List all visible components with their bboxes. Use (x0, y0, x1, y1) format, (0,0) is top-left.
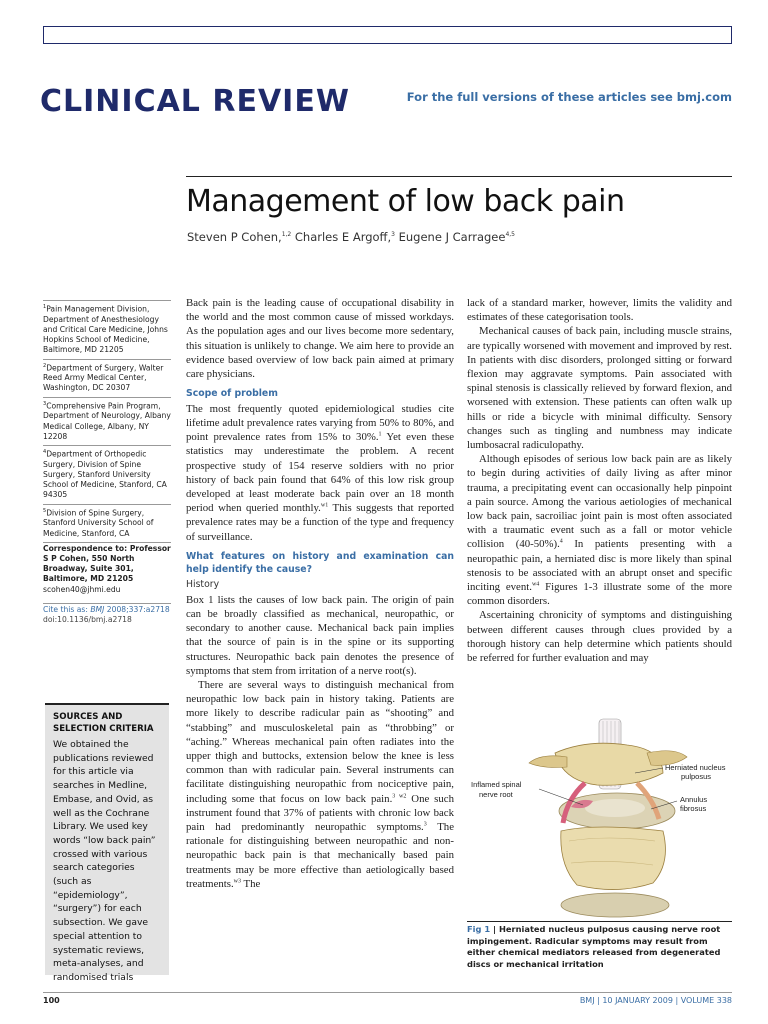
affiliation: $^5$Division of Spine Surgery, Stanford University School of Medicine, Stanford, CA (43, 504, 171, 539)
reference-mark[interactable]: 3 (423, 821, 427, 828)
author-affiliation-ref: 4,5 (505, 231, 515, 239)
correspondence-address: S P Cohen, 550 North Broadway, Suite 301, Baltimore, MD 21205 (43, 553, 135, 584)
title-rule (186, 176, 732, 177)
author-name: Eugene J Carragee (398, 230, 506, 244)
figure-caption-text: Herniated nucleus pulposus causing nerve root impingement. Radicular symptoms may result from either chemical mediators released from degenerated discs or mechanical irritation (467, 924, 721, 970)
label-herniated-2: pulposus (681, 772, 712, 781)
correspondence-email[interactable]: scohen40@jhmi.edu (43, 584, 121, 594)
author-affiliation-ref: 1,2 (281, 231, 292, 239)
label-inflamed-2: nerve root (479, 790, 513, 799)
section-label: CLINICAL REVIEW (40, 84, 350, 119)
page-number: 100 (43, 996, 60, 1005)
author-affiliation-ref: 3 (391, 231, 395, 239)
header-frame (43, 26, 732, 44)
doi-link[interactable]: doi:10.1136/bmj.a2718 (43, 614, 132, 624)
figure-label: Fig 1 (467, 924, 491, 934)
subsection-heading: History (186, 578, 220, 590)
vertebra-lower (561, 827, 666, 890)
body-column-1 (186, 296, 454, 891)
figure-caption: Fig 1 | Herniated nucleus pulposus causing nerve root impingement. Radicular symptoms may result from either chemical mediators released from degenerated discs or mechanical irritation (467, 921, 732, 971)
body-paragraph: The most frequently quoted epidemiological studies cite lifetime adult prevalence rates varying from 50% to 80%, and point prevalence rates from 15% to 30%.$^1$ Yet even these statistics may underestimate the problem. A recent prospective study of 154 reserve soldiers with no prior history of back pain found that 64% of this low risk group developed at least moderate back pain over an 18 month period when queried monthly.$^{w1}$ This suggests that reported prevalence rates may be a function of the type and frequency of surveillance. (186, 402, 454, 543)
author-name: Steven P Cohen, (187, 230, 282, 244)
body-paragraph: There are several ways to distinguish mechanical from neuropathic low back pain in history taking. Patients are more likely to describe radicular pain as “shooting” and “stabbing” and musculoskeletal pain as “throbbing” or “aching.” Whereas mechanical pain often radiates into the upper thigh and buttocks, extension below the knee is less common than with radicular pain. Several instruments can facilitate distinguishing neuropathic from nociceptive pain, including some that focus on low back pain.$^{3 w2}$ One such instrument found that 37% of patients with chronic low back pain had predominantly neuropathic symptoms.$^3$ The rationale for distinguishing between neuropathic and non-neuropathic back pain is that mechanically based pain treatments may be more effective than aetiologically based treatments.$^{w3}$ The (186, 678, 454, 890)
article-title: Management of low back pain (186, 184, 625, 219)
reference-mark[interactable]: w4 (531, 581, 540, 588)
sources-box (45, 703, 169, 983)
author-list (187, 230, 515, 244)
footer-rule (43, 992, 732, 993)
reference-mark[interactable]: 1 (378, 431, 382, 438)
affiliations-sidebar (43, 300, 171, 625)
correspondence (43, 542, 171, 595)
body-paragraph: Although episodes of serious low back pain are as likely to begin during activities of daily living as after minor trauma, a precipitating event can occasionally help pinpoint a pain source. Among the various aetiologies of mechanical low back pain, sacroiliac joint pain is most often associated with a traumatic event such as a fall or motor vehicle collision (40-50%).$^4$ In patients presenting with a neuropathic pain, a herniated disc is more likely than spinal stenosis to be associated with an abrupt onset and specific inciting event.$^{w4}$ Figures 1-3 illustrate some of the more common disorders. (467, 453, 732, 608)
citation: Cite this as: BMJ 2008;337:a2718 doi:10.1136/bmj.a2718 (43, 604, 170, 624)
spine-illustration (467, 713, 732, 920)
reference-mark[interactable]: w3 (233, 878, 242, 885)
body-paragraph: lack of a standard marker, however, limits the validity and estimates of these categorisation tools. (467, 297, 732, 324)
label-inflamed: Inflamed spinal (471, 780, 522, 789)
label-annulus: Annulus (680, 795, 708, 804)
vertebra-bottom (561, 893, 669, 917)
reference-mark[interactable]: w1 (320, 502, 329, 509)
intro-paragraph: Back pain is the leading cause of occupational disability in the world and the most common cause of missed workdays. As the population ages and our lives become more sedentary, this situation is unlikely to change. We aim here to provide an evidence based overview of low back pain aimed at primary care physicians. (186, 297, 454, 381)
affiliation: $^4$Department of Orthopedic Surgery, Division of Spine Surgery, Stanford University School of Medicine, Stanford, CA 94305 (43, 445, 171, 501)
reference-mark[interactable]: 3 w2 (392, 793, 407, 799)
figure-1 (467, 713, 732, 920)
label-annulus-2: fibrosus (680, 804, 707, 813)
reference-mark[interactable]: 4 (559, 538, 563, 545)
affiliation: $^2$Department of Surgery, Walter Reed Army Medical Center, Washington, DC 20307 (43, 359, 171, 394)
author-name: Charles E Argoff, (294, 230, 392, 244)
body-paragraph: Ascertaining chronicity of symptoms and distinguishing between different causes through clues provided by a thorough history can help determine which patients should be referred for further evaluation and may (467, 609, 732, 665)
affiliation: $^1$Pain Management Division, Department of Anesthesiology and Critical Care Medicine, Johns Hopkins School of Medicine, Baltimore, MD 21205 (43, 300, 171, 356)
body-column-2 (467, 296, 732, 665)
section-heading: What features on history and examination can help identify the cause? (186, 550, 454, 576)
correspondence-label: Correspondence to: Professor (43, 543, 171, 553)
body-paragraph: Mechanical causes of back pain, including muscle strains, are typically worsened with movement and improved by rest. In patients with disc disorders, prolonged sitting or forward flexion may aggravate symptoms. Pain associated with spinal stenosis is classically relieved by forward flexion, and worsened with extension. These patients can often walk up hills or ride a bicycle with minimal difficulty. Sensory changes such as tingling and numbness may indicate lumbosacral radiculopathy. (467, 325, 732, 452)
section-heading: Scope of problem (186, 388, 278, 400)
full-versions-link[interactable]: For the full versions of these articles see bmj.com (406, 90, 732, 104)
sources-heading: SOURCES AND SELECTION CRITERIA (53, 712, 154, 734)
body-paragraph: Box 1 lists the causes of low back pain. The origin of pain can be broadly classified as mechanical, neuropathic, or secondary to another cause. Mechanical back pain implies that the source of pain is in the spine or its supporting structures. Neuropathic back pain denotes the presence of symptoms that stem from irritation of a nerve root(s). (186, 593, 454, 677)
journal-info: BMJ | 10 JANUARY 2009 | VOLUME 338 (579, 996, 732, 1005)
affiliation: $^3$Comprehensive Pain Program, Department of Neurology, Albany Medical College, Albany, NY 12208 (43, 397, 171, 442)
label-herniated: Herniated nucleus (665, 763, 726, 772)
sources-body: We obtained the publications reviewed for this article via searches in Medline, Embase, and Ovid, as well as the Cochrane Library. We used key words “low back pain” crossed with various search categories (such as “epidemiology”, “surgery”) for each subsection. We gave special attention to systematic reviews, meta-analyses, and randomised trials (53, 739, 156, 983)
